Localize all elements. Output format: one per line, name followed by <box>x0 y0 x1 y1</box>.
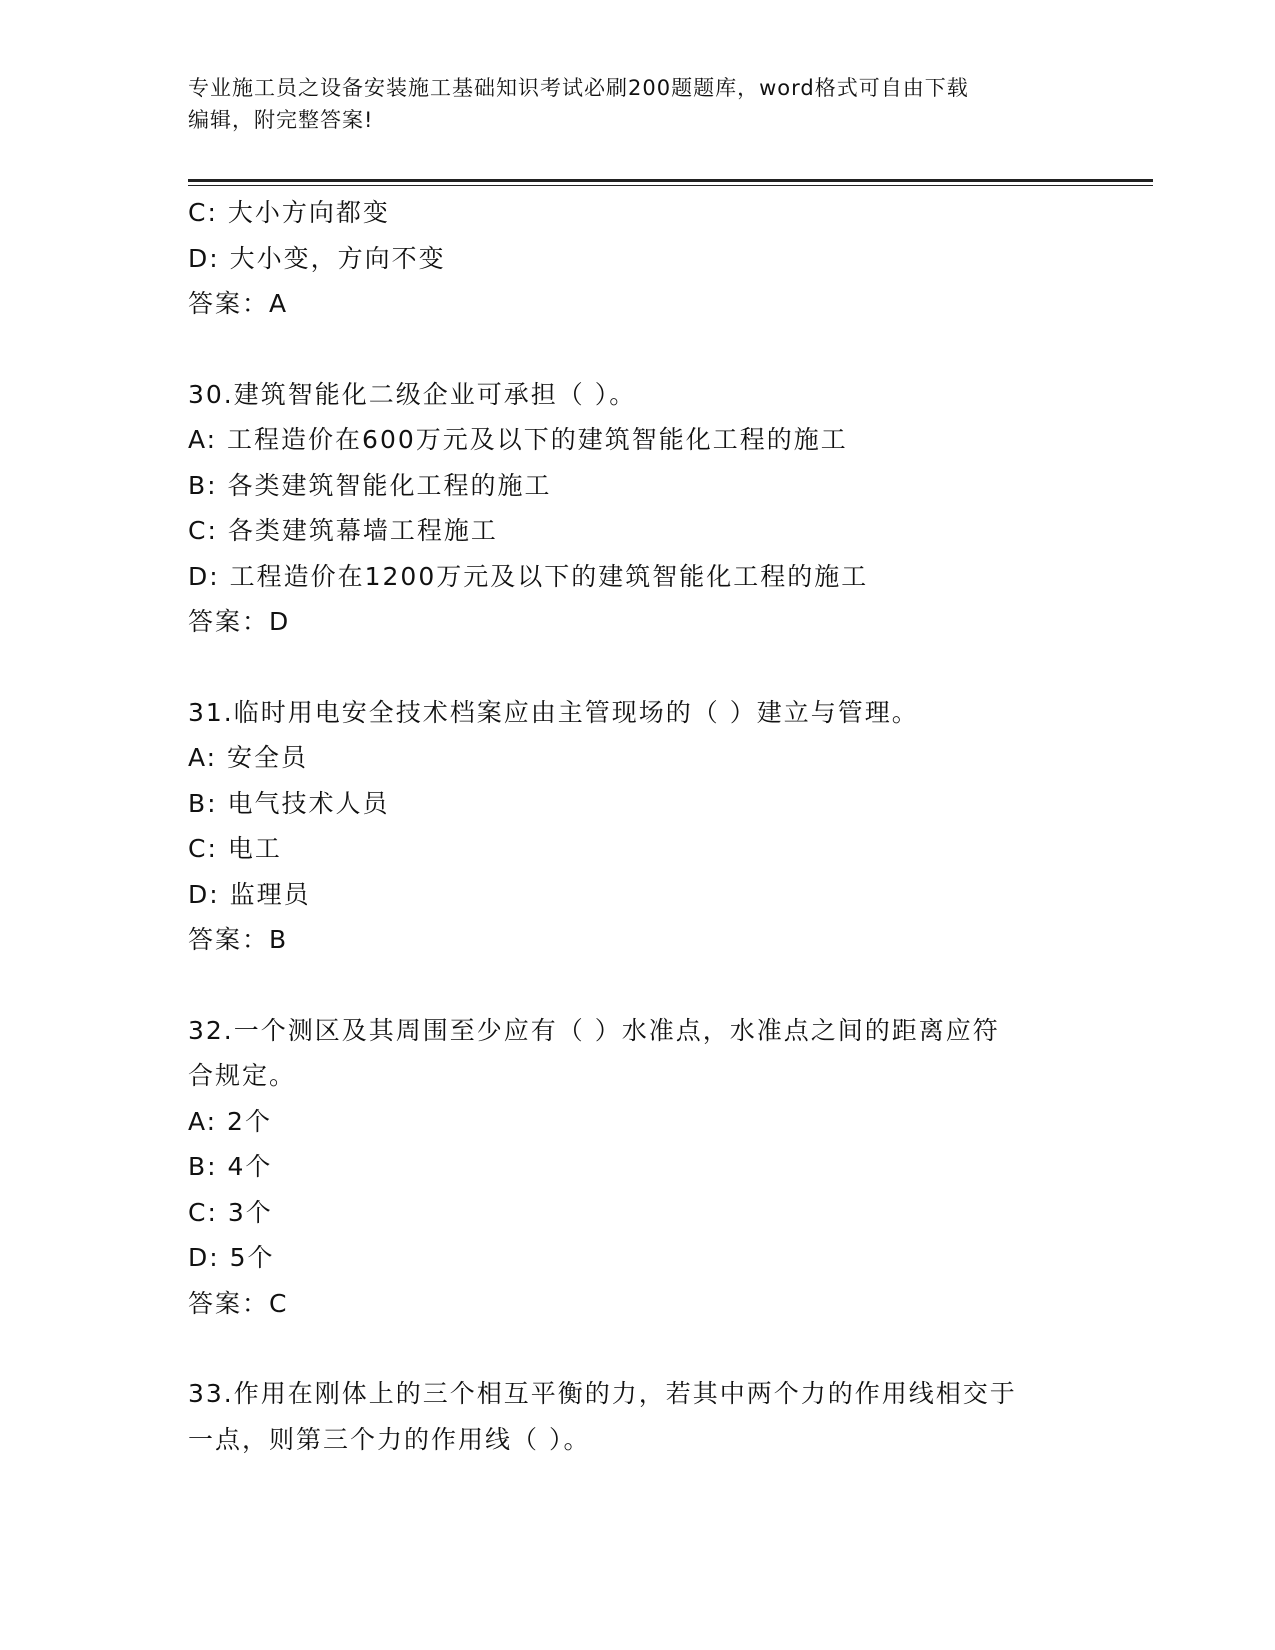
header-line-1: 专业施工员之设备安装施工基础知识考试必刷200题题库，word格式可自由下载 <box>188 76 969 100</box>
option-d: D: 工程造价在1200万元及以下的建筑智能化工程的施工 <box>188 561 869 591</box>
spacer <box>188 645 1088 690</box>
question-stem-line-2: 一点，则第三个力的作用线（ ）。 <box>188 1424 591 1454</box>
header-rule-thin <box>188 185 1153 186</box>
option-a: A: 工程造价在600万元及以下的建筑智能化工程的施工 <box>188 425 848 454</box>
spacer <box>188 1326 1088 1371</box>
question-stem-line-2: 合规定。 <box>188 1061 297 1090</box>
option-d: D: 5个 <box>188 1243 275 1272</box>
option-b: B: 4个 <box>188 1152 273 1181</box>
question-33 <box>188 1371 1088 1462</box>
spacer <box>188 327 1088 372</box>
option-c: C: 大小方向都变 <box>188 198 390 227</box>
header-line-2: 编辑，附完整答案! <box>188 108 374 132</box>
option-b: B: 各类建筑智能化工程的施工 <box>188 470 552 500</box>
option-c: C: 电工 <box>188 834 282 863</box>
answer-line: 答案：A <box>188 289 289 318</box>
question-stem: 30.建筑智能化二级企业可承担（ ）。 <box>188 379 637 409</box>
spacer <box>188 963 1088 1008</box>
option-a: A: 安全员 <box>188 743 309 772</box>
header-rule-thick <box>188 179 1153 182</box>
option-d: D: 监理员 <box>188 879 311 909</box>
answer-line: 答案：B <box>188 925 289 954</box>
question-list <box>188 190 1088 1462</box>
question-31 <box>188 690 1088 963</box>
option-c: C: 3个 <box>188 1197 273 1227</box>
question-32 <box>188 1008 1088 1327</box>
document-header <box>188 72 1068 136</box>
question-stem: 31.临时用电安全技术档案应由主管现场的（ ）建立与管理。 <box>188 697 919 727</box>
question-29-continued <box>188 190 1088 327</box>
answer-line: 答案：C <box>188 1288 289 1318</box>
option-d: D: 大小变，方向不变 <box>188 243 446 273</box>
option-b: B: 电气技术人员 <box>188 788 390 818</box>
question-stem-line-1: 32.一个测区及其周围至少应有（ ）水准点，水准点之间的距离应符 <box>188 1015 1000 1045</box>
answer-line: 答案：D <box>188 607 291 636</box>
option-a: A: 2个 <box>188 1106 272 1136</box>
question-stem-line-1: 33.作用在刚体上的三个相互平衡的力，若其中两个力的作用线相交于 <box>188 1379 1017 1408</box>
question-30 <box>188 372 1088 645</box>
option-c: C: 各类建筑幕墙工程施工 <box>188 516 498 545</box>
